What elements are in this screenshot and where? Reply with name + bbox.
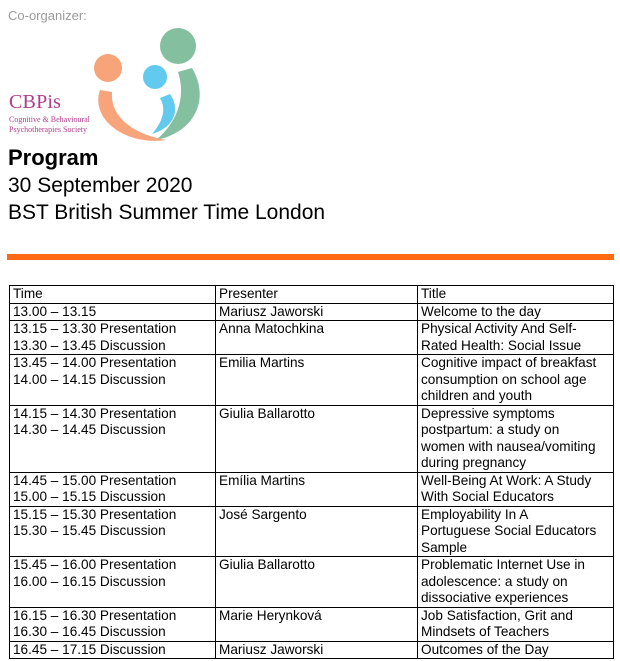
presenter-cell: Giulia Ballarotto: [216, 557, 418, 608]
title-line: Mindsets of Teachers: [421, 624, 550, 639]
table-row: [10, 321, 614, 355]
presenter-cell: Mariusz Jaworski: [216, 303, 418, 321]
logo-name: CBPis: [9, 91, 62, 113]
time-line: 15.15 – 15.30 Presentation: [13, 506, 177, 522]
logo-subtitle: [9, 115, 129, 135]
time-line: 16.15 – 16.30 Presentation: [13, 607, 177, 623]
title-line: children and youth: [421, 388, 533, 403]
presenter-cell: Marie Herynková: [216, 607, 418, 641]
title-line: women with nausea/vomiting: [421, 438, 596, 454]
table-header-row: [10, 286, 614, 304]
time-line: 14.15 – 14.30 Presentation: [13, 405, 177, 421]
title-line: Rated Health: Social Issue: [421, 337, 582, 353]
table-row: [10, 557, 614, 608]
title-cell: [418, 355, 614, 406]
time-line: 13.30 – 13.45 Discussion: [13, 337, 166, 353]
column-header-presenter: Presenter: [216, 286, 418, 304]
column-header-title: Title: [418, 286, 614, 304]
title-cell: [418, 472, 614, 506]
program-timezone: BST British Summer Time London: [8, 201, 326, 224]
time-line: 16.45 – 17.15 Discussion: [13, 641, 166, 657]
time-cell: [10, 472, 216, 506]
title-cell: [418, 405, 614, 472]
title-line: postpartum: a study on: [421, 422, 560, 437]
title-line: during pregnancy: [421, 455, 527, 470]
title-line: Sample: [421, 539, 468, 555]
orange-divider: [7, 254, 614, 260]
title-line: Welcome to the day: [421, 303, 541, 319]
table-row: [10, 303, 614, 321]
table-row: [10, 506, 614, 557]
column-header-time: Time: [10, 286, 216, 304]
time-cell: [10, 321, 216, 355]
time-cell: [10, 405, 216, 472]
title-cell: [418, 557, 614, 608]
time-line: 14.30 – 14.45 Discussion: [13, 422, 166, 437]
time-line: 14.45 – 15.00 Presentation: [13, 472, 177, 488]
presenter-cell: Emilia Martins: [216, 355, 418, 406]
schedule-table: [9, 285, 614, 659]
presenter-cell: Giulia Ballarotto: [216, 405, 418, 472]
time-cell: [10, 641, 216, 659]
time-line: 14.00 – 14.15 Discussion: [13, 371, 166, 387]
title-cell: [418, 607, 614, 641]
cbpis-logo: [6, 22, 206, 144]
presenter-cell: José Sargento: [216, 506, 418, 557]
title-line: adolescence: a study on: [421, 573, 568, 589]
time-line: 15.00 – 15.15 Discussion: [13, 489, 166, 504]
title-line: Well-Being At Work: A Study: [421, 472, 592, 488]
time-cell: [10, 607, 216, 641]
title-cell: [418, 641, 614, 659]
time-cell: [10, 355, 216, 406]
title-line: Cognitive impact of breakfast: [421, 355, 597, 370]
title-line: Job Satisfaction, Grit and: [421, 607, 573, 623]
table-row: [10, 641, 614, 659]
title-line: Outcomes of the Day: [421, 641, 549, 657]
coorganizer-label: Co-organizer:: [8, 8, 87, 23]
title-cell: [418, 321, 614, 355]
title-line: With Social Educators: [421, 489, 554, 504]
table-row: [10, 472, 614, 506]
time-cell: [10, 557, 216, 608]
logo-subtitle-line: Psychotherapies Society: [9, 125, 87, 134]
time-line: 13.45 – 14.00 Presentation: [13, 355, 177, 370]
time-line: 13.15 – 13.30 Presentation: [13, 321, 177, 336]
time-line: 16.00 – 16.15 Discussion: [13, 573, 166, 589]
title-line: Physical Activity And Self-: [421, 321, 577, 336]
title-cell: [418, 506, 614, 557]
time-line: 13.00 – 13.15: [13, 303, 97, 319]
title-line: Depressive symptoms: [421, 405, 555, 421]
presenter-cell: Mariusz Jaworski: [216, 641, 418, 659]
title-line: Problematic Internet Use in: [421, 557, 585, 572]
title-line: Employability In A: [421, 506, 529, 522]
program-title: Program: [8, 145, 99, 170]
table-row: [10, 355, 614, 406]
presenter-cell: Emília Martins: [216, 472, 418, 506]
title-line: dissociative experiences: [421, 590, 569, 605]
title-cell: [418, 303, 614, 321]
logo-subtitle-line: Cognitive & Behavioural: [9, 115, 90, 124]
table-row: [10, 607, 614, 641]
time-line: 15.45 – 16.00 Presentation: [13, 557, 177, 572]
time-cell: [10, 506, 216, 557]
title-line: Portuguese Social Educators: [421, 523, 597, 538]
time-line: 16.30 – 16.45 Discussion: [13, 624, 166, 639]
table-row: [10, 405, 614, 472]
time-line: 15.30 – 15.45 Discussion: [13, 523, 166, 538]
presenter-cell: Anna Matochkina: [216, 321, 418, 355]
title-line: consumption on school age: [421, 371, 587, 387]
program-date: 30 September 2020: [8, 174, 193, 197]
time-cell: [10, 303, 216, 321]
